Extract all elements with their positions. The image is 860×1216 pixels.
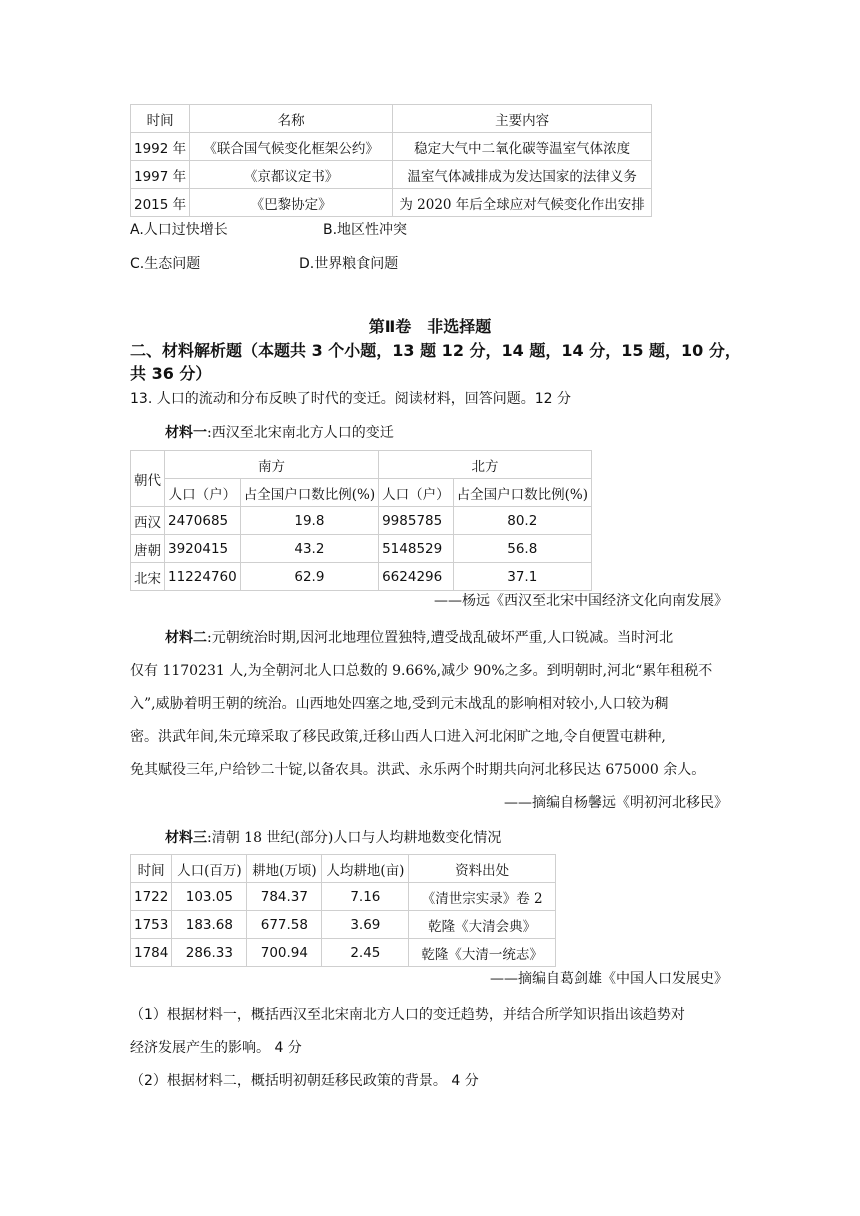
table-cell: 9985785 <box>379 507 454 535</box>
table-cell: 2.45 <box>322 939 409 967</box>
table-row <box>131 939 556 967</box>
table-cell: 286.33 <box>172 939 247 967</box>
material2-line: 免其赋役三年,户给钞二十锭,以备农具。洪武、永乐两个时期共向河北移民达 675000 余人。 <box>130 762 706 778</box>
section-title: 第Ⅱ卷 非选择题 <box>368 317 492 336</box>
option-d: D.世界粮食问题 <box>299 256 399 272</box>
table-cell: 19.8 <box>240 507 378 535</box>
table-cell: 2015 年 <box>131 189 190 217</box>
table-header-cell: 名称 <box>190 105 393 133</box>
table-header-cell: 人口（户） <box>165 479 241 507</box>
table-cell: 1992 年 <box>131 133 190 161</box>
option-a: A.人口过快增长 <box>130 222 228 238</box>
table-cell: 乾隆《大清会典》 <box>409 911 556 939</box>
table-cell: 1753 <box>131 911 172 939</box>
table-header-cell: 南方 <box>165 451 379 479</box>
material2-source: ——摘编自杨馨远《明初河北移民》 <box>504 795 728 811</box>
table-row <box>131 161 652 189</box>
question-1-line2: 经济发展产生的影响。 4 分 <box>130 1040 302 1056</box>
table-cell: 西汉 <box>131 507 165 535</box>
table-row <box>131 507 592 535</box>
table-cell: 温室气体减排成为发达国家的法律义务 <box>393 161 652 189</box>
table-cell: 62.9 <box>240 563 378 591</box>
table-cell: 183.68 <box>172 911 247 939</box>
table-cell: 80.2 <box>453 507 591 535</box>
table-cell: 677.58 <box>247 911 322 939</box>
table-cell: 1722 <box>131 883 172 911</box>
table-cell: 北宋 <box>131 563 165 591</box>
material2-line: 密。洪武年间,朱元璋采取了移民政策,迁移山西人口进入河北闲旷之地,令自便置屯耕种, <box>130 729 666 745</box>
table-row <box>131 189 652 217</box>
table-cell: 11224760 <box>165 563 241 591</box>
section-heading-line2: 共 36 分） <box>130 364 212 383</box>
table-cell: 700.94 <box>247 939 322 967</box>
table-cell: 《联合国气候变化框架公约》 <box>190 133 393 161</box>
table-cell: 1784 <box>131 939 172 967</box>
table-header-cell: 主要内容 <box>393 105 652 133</box>
section-heading-line1: 二、材料解析题（本题共 3 个小题，13 题 12 分，14 题，14 分，15 题，10 分， <box>130 341 741 360</box>
table-header-cell: 时间 <box>131 105 190 133</box>
table-cell: 为 2020 年后全球应对气候变化作出安排 <box>393 189 652 217</box>
table-cell: 3.69 <box>322 911 409 939</box>
table-header-cell: 占全国户口数比例(%) <box>240 479 378 507</box>
table-cell: 43.2 <box>240 535 378 563</box>
table-header-row <box>131 105 652 133</box>
table-row <box>131 883 556 911</box>
qing-population-table <box>130 854 556 967</box>
material2-line: 仅有 1170231 人,为全朝河北人口总数的 9.66%,减少 90%之多。到明朝时,河北“累年租税不 <box>130 663 713 679</box>
table-cell: 3920415 <box>165 535 241 563</box>
table-cell: 6624296 <box>379 563 454 591</box>
table-cell: 37.1 <box>453 563 591 591</box>
table-cell: 《京都议定书》 <box>190 161 393 189</box>
table-cell: 2470685 <box>165 507 241 535</box>
table-cell: 1997 年 <box>131 161 190 189</box>
table-header-cell: 资料出处 <box>409 855 556 883</box>
material2-label: 材料二 <box>165 630 207 646</box>
option-c: C.生态问题 <box>130 256 201 272</box>
option-b: B.地区性冲突 <box>323 222 408 238</box>
material1-label: 材料一 <box>165 425 207 441</box>
table-cell: 乾隆《大清一统志》 <box>409 939 556 967</box>
table-cell: 《巴黎协定》 <box>190 189 393 217</box>
table-cell: 稳定大气中二氧化碳等温室气体浓度 <box>393 133 652 161</box>
table-header-cell: 人口(百万) <box>172 855 247 883</box>
table-cell: 56.8 <box>453 535 591 563</box>
material2-line: 入”,威胁着明王朝的统治。山西地处四塞之地,受到元末战乱的影响相对较小,人口较为稠 <box>130 696 669 712</box>
material2-line: :元朝统治时期,因河北地理位置独特,遭受战乱破坏严重,人口锐减。当时河北 <box>207 630 674 646</box>
table-cell: 7.16 <box>322 883 409 911</box>
table-header-cell: 耕地(万顷) <box>247 855 322 883</box>
question-13-stem: 13. 人口的流动和分布反映了时代的变迁。阅读材料，回答问题。12 分 <box>130 391 571 407</box>
table-row <box>131 535 592 563</box>
table-header-cell: 时间 <box>131 855 172 883</box>
table-header-cell: 朝代 <box>131 451 165 507</box>
table-cell: 唐朝 <box>131 535 165 563</box>
material1-caption-text: :西汉至北宋南北方人口的变迁 <box>207 425 394 441</box>
table-cell: 《清世宗实录》卷 2 <box>409 883 556 911</box>
table-header-row <box>131 451 592 479</box>
material3-caption <box>165 824 501 852</box>
question-1-line1: （1）根据材料一，概括西汉至北宋南北方人口的变迁趋势，并结合所学知识指出该趋势对 <box>130 1007 685 1023</box>
material3-caption-text: :清朝 18 世纪(部分)人口与人均耕地数变化情况 <box>207 830 502 846</box>
material1-source: ——杨远《西汉至北宋中国经济文化向南发展》 <box>434 593 728 609</box>
table-header-cell: 北方 <box>379 451 592 479</box>
climate-agreements-table <box>130 104 652 217</box>
table-row <box>131 133 652 161</box>
table-header-cell: 人口（户） <box>379 479 454 507</box>
table-cell: 103.05 <box>172 883 247 911</box>
table-subheader-row <box>131 479 592 507</box>
material1-caption <box>165 419 394 447</box>
material3-source: ——摘编自葛剑雄《中国人口发展史》 <box>490 971 728 987</box>
table-header-cell: 占全国户口数比例(%) <box>453 479 591 507</box>
table-header-row <box>131 855 556 883</box>
table-header-cell: 人均耕地(亩) <box>322 855 409 883</box>
material2-text <box>130 622 732 787</box>
population-table <box>130 450 592 591</box>
table-cell: 784.37 <box>247 883 322 911</box>
material3-label: 材料三 <box>165 830 207 846</box>
question-2: （2）根据材料二，概括明初朝廷移民政策的背景。 4 分 <box>130 1073 479 1089</box>
table-cell: 5148529 <box>379 535 454 563</box>
table-row <box>131 911 556 939</box>
